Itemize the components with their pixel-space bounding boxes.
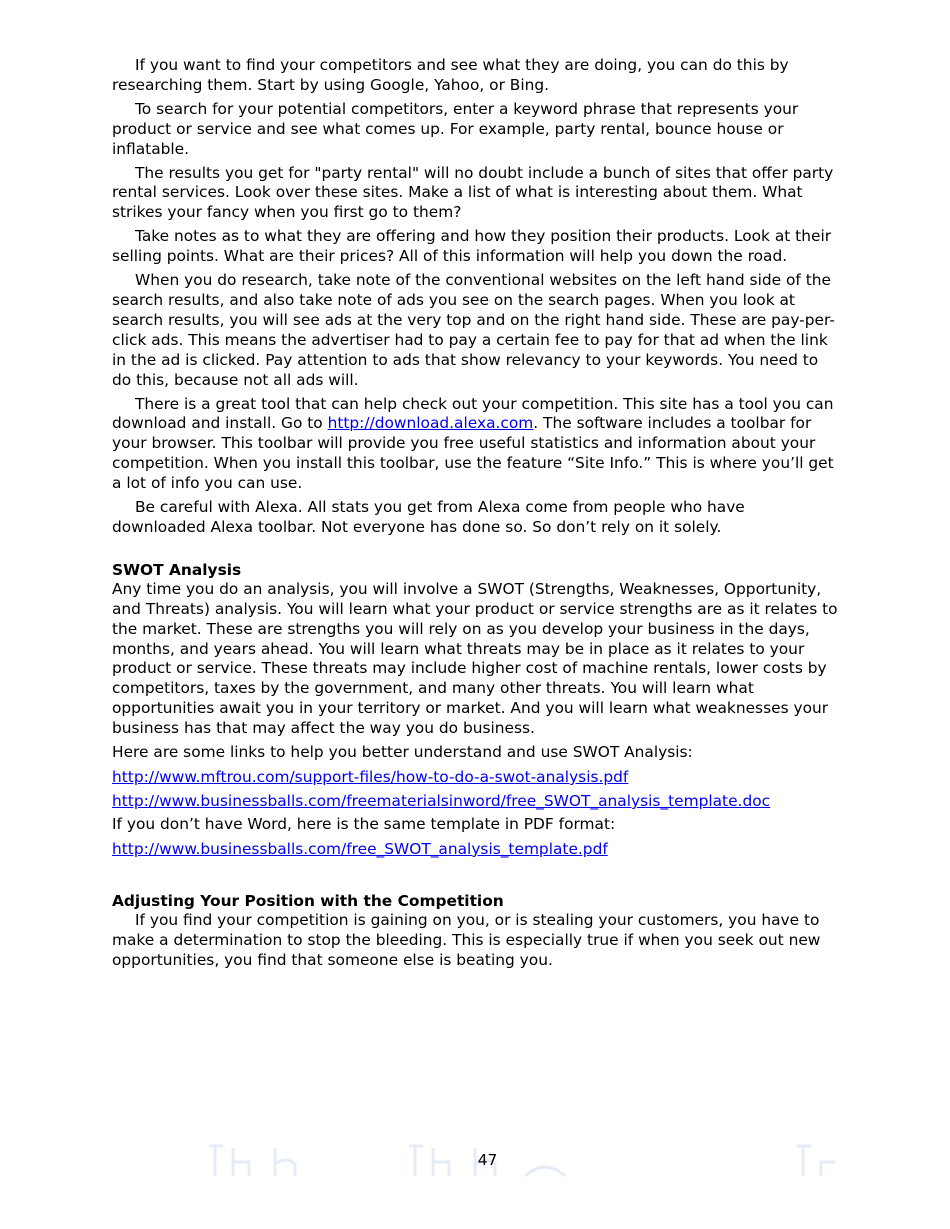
adjusting-body: If you find your competition is gaining on you, or is stealing your customers, you have to make a determination to stop the bleeding. This is especially true if when you seek out new opportunities, you find that someone else is beating you. bbox=[112, 910, 821, 969]
section-spacer bbox=[112, 542, 842, 560]
alexa-paragraph bbox=[112, 395, 842, 495]
swot-link-line-3 bbox=[112, 839, 842, 859]
swot-body: Any time you do an analysis, you will involve a SWOT (Strengths, Weaknesses, Opportunity, and Threats) analysis. You will learn what your product or service strengths are as it relates to the market. These are strengths you will rely on as you develop your business in the days, months, and years ahead. You will learn what threats may be in place as it relates to your product or service. These threats may include higher cost of machine rentals, lower costs by competitors, taxes by the government, and many other threats. You will learn what opportunities await you in your territory or market. And you will learn what weaknesses your business has that may affect the way you do business. bbox=[112, 579, 838, 738]
swot-guide-pdf-link[interactable]: http://www.mftrou.com/support-files/how-to-do-a-swot-analysis.pdf bbox=[112, 768, 629, 786]
alexa-caution-paragraph: Be careful with Alexa. All stats you get from Alexa come from people who have downloaded Alexa toolbar. Not everyone has done so. So don’t rely on it solely. bbox=[112, 498, 745, 536]
swot-heading: SWOT Analysis bbox=[112, 560, 242, 579]
alexa-text-after: . The software includes a toolbar for your browser. This toolbar will provide you free useful statistics and information about your competition. When you install this toolbar, use the feature “Site Info.” This is where you’ll get a lot of info you can use. bbox=[112, 414, 834, 493]
adjusting-heading: Adjusting Your Position with the Competition bbox=[112, 891, 504, 910]
intro-paragraph-5: When you do research, take note of the conventional websites on the left hand side of the search results, and also take note of ads you see on the search pages. When you look at search results, you will see ads at the very top and on the right hand side. These are pay-per-click ads. This means the advertiser had to pay a certain fee to pay for that ad when the link in the ad is clicked. Pay attention to ads that show relevancy to your keywords. You need to do this, because not all ads will. bbox=[112, 271, 835, 389]
intro-paragraph-4: Take notes as to what they are offering and how they position their products. Look at their selling points. What are their prices? All of this information will help you down the road. bbox=[112, 227, 832, 266]
intro-paragraph-1: If you want to find your competitors and see what they are doing, you can do this by researching them. Start by using Google, Yahoo, or Bing. bbox=[112, 56, 789, 94]
swot-template-doc-link[interactable]: http://www.businessballs.com/freematerialsinword/free_SWOT_analysis_template.doc bbox=[112, 792, 771, 810]
swot-link-line-1 bbox=[112, 767, 842, 787]
alexa-download-link[interactable]: http://download.alexa.com bbox=[327, 414, 534, 433]
swot-pdf-note: If you don’t have Word, here is the same template in PDF format: bbox=[112, 815, 616, 833]
swot-link-line-2 bbox=[112, 791, 842, 811]
section-spacer bbox=[112, 863, 842, 891]
document-page bbox=[112, 56, 842, 975]
alexa-text-before: There is a great tool that can help check out your competition. This site has a tool you can download and install. Go to bbox=[112, 394, 834, 433]
page-number: 47 bbox=[477, 1151, 498, 1169]
intro-paragraph-2: To search for your potential competitors, enter a keyword phrase that represents your product or service and see what comes up. For example, party rental, bounce house or inflatable. bbox=[112, 99, 799, 158]
swot-template-pdf-link[interactable]: http://www.businessballs.com/free_SWOT_analysis_template.pdf bbox=[112, 839, 608, 858]
intro-paragraph-3: The results you get for "party rental" will no doubt include a bunch of sites that offer party rental services. Look over these sites. Make a list of what is interesting about them. What strikes your fancy when you first go to them? bbox=[112, 163, 834, 222]
swot-links-intro: Here are some links to help you better understand and use SWOT Analysis: bbox=[112, 743, 693, 762]
